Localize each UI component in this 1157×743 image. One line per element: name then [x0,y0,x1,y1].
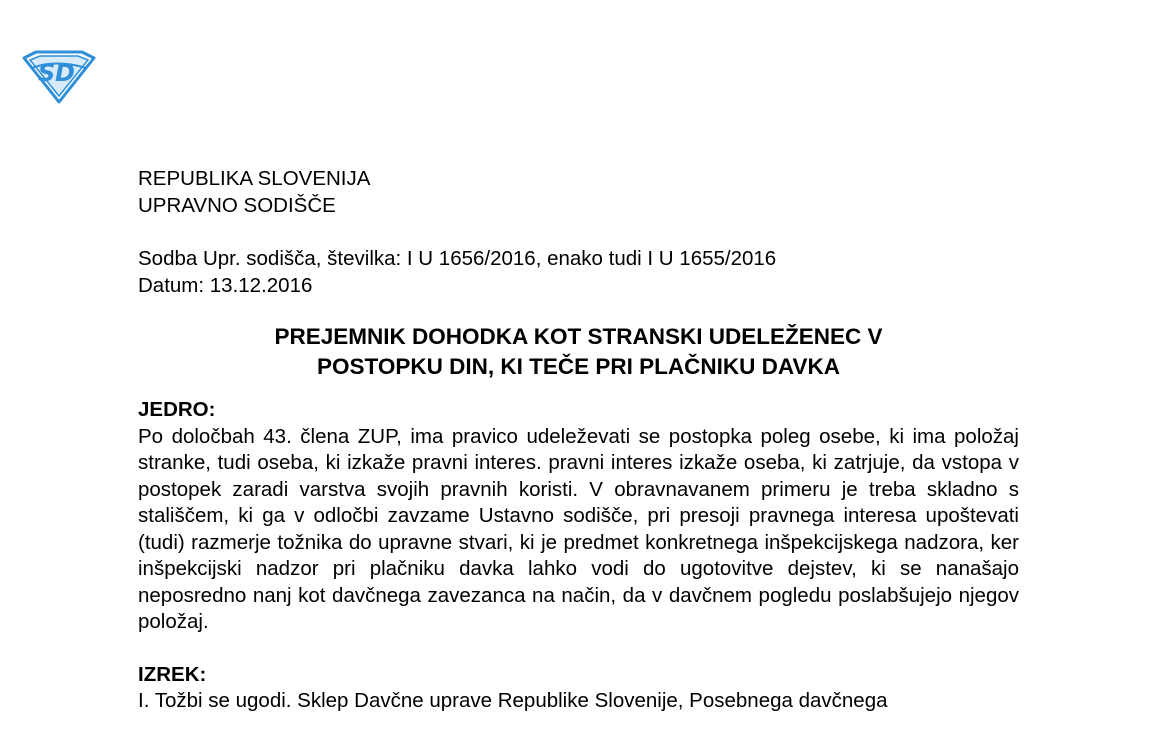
document-title [138,322,1019,382]
title-line-2: POSTOPKU DIN, KI TEČE PRI PLAČNIKU DAVKA [317,354,840,379]
case-date: Datum: 13.12.2016 [138,273,313,297]
document-page [138,166,1019,715]
court-shield-logo-icon [22,48,96,104]
jedro-heading: JEDRO: [138,398,216,421]
court-heading: UPRAVNO SODIŠČE [138,193,336,217]
title-line-1: PREJEMNIK DOHODKA KOT STRANSKI UDELEŽENEC V [274,324,883,349]
country-heading: REPUBLIKA SLOVENIJA [138,167,371,190]
case-number: Sodba Upr. sodišča, številka: I U 1656/2016, enako tudi I U 1655/2016 [138,247,777,270]
svg-text:S: S [38,59,56,87]
izrek-paragraph: I. Tožbi se ugodi. Sklep Davčne uprave Republike Slovenije, Posebnega davčnega [138,689,888,712]
izrek-heading: IZREK: [138,662,207,686]
jedro-paragraph: Po določbah 43. člena ZUP, ima pravico udeleževati se postopka poleg osebe, ki ima položaj stranke, tudi oseba, ki izkaže pravni interes. pravni interes izkaže oseba, ki zatrjuje, da vstopa v postopek zaradi varstva svojih pravnih koristi. V obravnavanem primeru je treba skladno s stališčem, ki ga v odločbi zavzame Ustavno sodišče, pri presoji pravnega interesa upoštevati (tudi) razmerje tožnika do upravne stvari, ki je predmet konkretnega inšpekcijskega nadzora, ker inšpekcijski nadzor pri plačniku davka lahko vodi do ugotovitve dejstev, ki se nanašajo neposredno nanj kot davčnega zavezanca na način, da v davčnem pogledu poslabšujejo njegov položaj. [138,424,1019,633]
svg-text:D: D [55,59,75,87]
